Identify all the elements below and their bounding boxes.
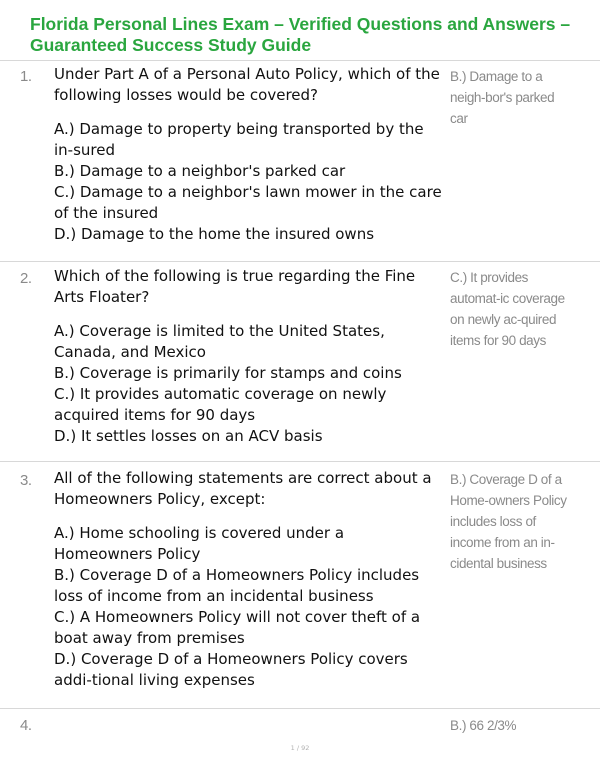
options-list [54, 119, 446, 245]
divider [0, 60, 600, 61]
option-c: C.) Damage to a neighbor's lawn mower in the care of the insured [54, 183, 442, 222]
option-c: C.) It provides automatic coverage on newly acquired items for 90 days [54, 385, 387, 424]
question-block [54, 468, 446, 691]
option-a: A.) Damage to property being transported by the in-sured [54, 120, 424, 159]
page-number: 1 / 92 [290, 744, 310, 752]
divider [0, 708, 600, 709]
document-title: Florida Personal Lines Exam – Verified Questions and Answers – Guaranteed Success Study Guide [30, 14, 571, 55]
answer-text: B.) 66 2/3% [450, 718, 517, 733]
question-number: 3. [20, 472, 32, 489]
option-b: B.) Coverage is primarily for stamps and coins [54, 364, 402, 382]
options-list [54, 523, 446, 691]
question-text: All of the following statements are correct about a Homeowners Policy, except: [54, 469, 432, 508]
option-c: C.) A Homeowners Policy will not cover theft of a boat away from premises [54, 608, 421, 647]
question-number: 2. [20, 270, 32, 287]
question-number: 4. [20, 717, 32, 734]
divider [0, 261, 600, 262]
option-d: D.) It settles losses on an ACV basis [54, 427, 323, 445]
option-a: A.) Coverage is limited to the United States, Canada, and Mexico [54, 322, 385, 361]
option-a: A.) Home schooling is covered under a Homeowners Policy [54, 524, 345, 563]
answer-text: C.) It provides automat-ic coverage on newly ac-quired items for 90 days [450, 270, 565, 348]
question-text: Which of the following is true regarding the Fine Arts Floater? [54, 267, 416, 306]
divider [0, 461, 600, 462]
answer-text: B.) Coverage D of a Home-owners Policy includes loss of income from an in-cidental business [450, 472, 567, 571]
option-d: D.) Coverage D of a Homeowners Policy covers addi-tional living expenses [54, 650, 408, 689]
question-block [54, 266, 446, 447]
option-b: B.) Coverage D of a Homeowners Policy includes loss of income from an incidental business [54, 566, 420, 605]
options-list [54, 321, 446, 447]
question-number: 1. [20, 68, 32, 85]
question-block [54, 64, 446, 245]
answer-text: B.) Damage to a neigh-bor's parked car [450, 69, 555, 126]
option-b: B.) Damage to a neighbor's parked car [54, 162, 346, 180]
question-text: Under Part A of a Personal Auto Policy, which of the following losses would be covered? [54, 65, 440, 104]
option-d: D.) Damage to the home the insured owns [54, 225, 375, 243]
